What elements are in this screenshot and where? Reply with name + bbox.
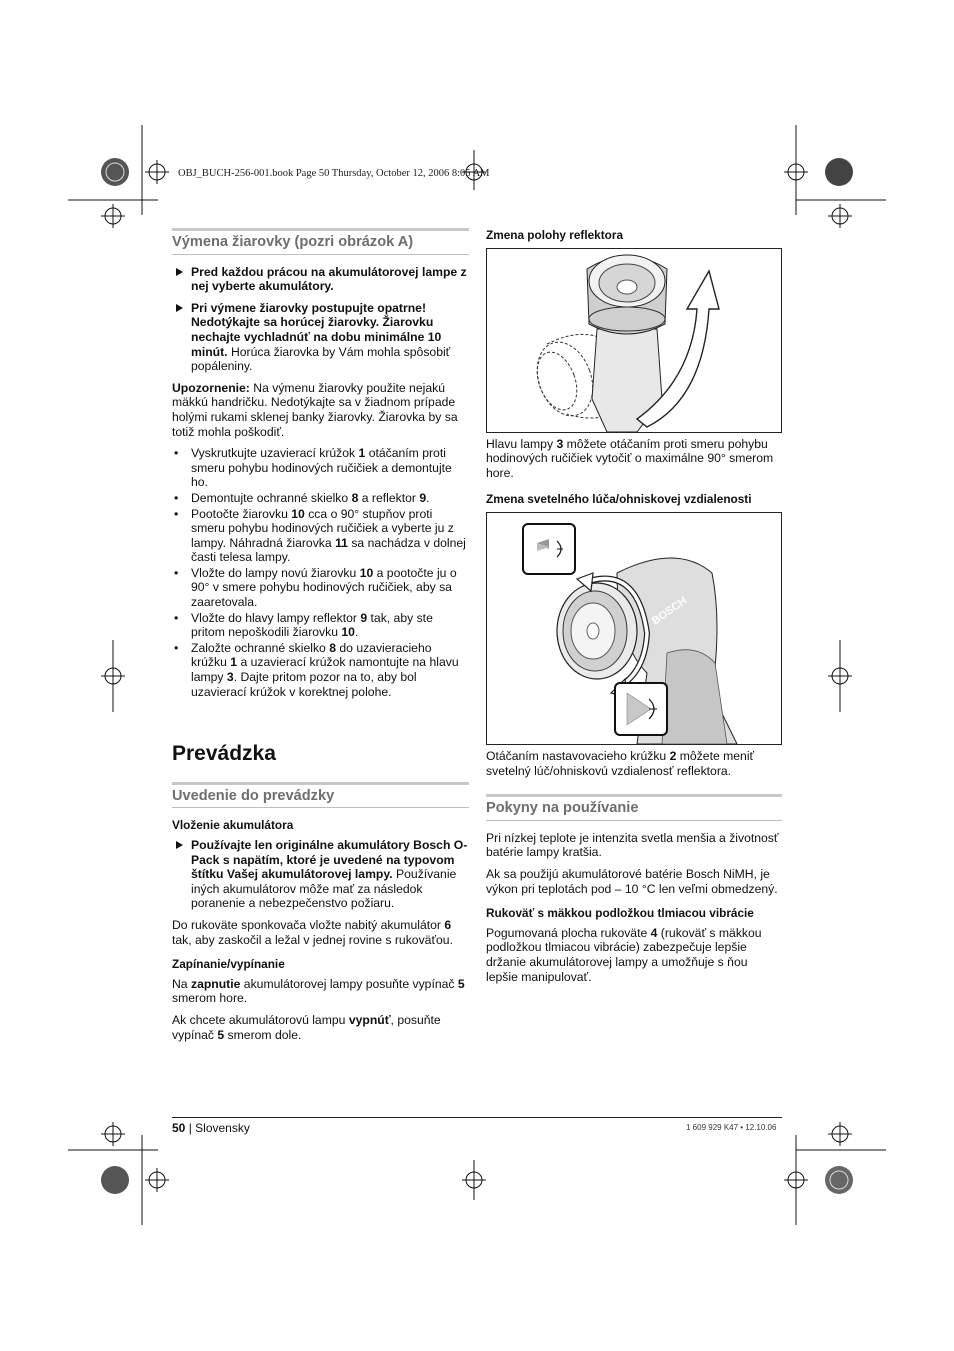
warning-remove-batteries: Pred každou prácou na akumulátorovej lampe z nej vyberte akumulátory. bbox=[172, 265, 469, 294]
page-number: 50 bbox=[172, 1121, 186, 1135]
list-item: • Vyskrutkujte uzavierací krúžok 1 otáčaním proti smeru pohybu hodinových ručičiek a demontujte ho. bbox=[172, 446, 469, 490]
head-rotation-paragraph: Hlavu lampy 3 môžete otáčaním proti smeru pohybu hodinových ručičiek vytočiť o maximálne 90° smerom hore. bbox=[486, 436, 774, 480]
soft-grip-paragraph: Pogumovaná plocha rukoväte 4 (rukoväť s mäkkou podložkou tlmiacou vibrácie) zabezpečuje lepšie držanie akumulátorovej lampy a umožňuje s ňou lepšie manipulovať. bbox=[486, 925, 762, 984]
bulb-steps-list bbox=[172, 446, 469, 699]
left-column bbox=[172, 228, 469, 1049]
section-title-usage-tips: Pokyny na používanie bbox=[486, 794, 782, 821]
figure-lamp-head-rotation bbox=[486, 248, 782, 433]
section-title-bulb-replacement: Výmena žiarovky (pozri obrázok A) bbox=[172, 228, 469, 255]
warning-arrow-icon bbox=[176, 268, 183, 276]
brand-logo: BOSCH bbox=[649, 594, 690, 628]
switch-on-paragraph: Na zapnutie akumulátorovej lampy posuňte vypínač 5 smerom hore. bbox=[172, 976, 465, 1006]
nimh-paragraph: Ak sa použijú akumulátorové batérie Bosch NiMH, je výkon pri teplotách pod – 10 °C len veľmi obmedzený. bbox=[486, 866, 778, 896]
subheading-on-off: Zapínanie/vypínanie bbox=[172, 957, 285, 972]
footer-divider bbox=[172, 1117, 782, 1118]
subheading-beam-focus: Zmena svetelného lúča/ohniskovej vzdialenosti bbox=[486, 492, 752, 507]
section-title-startup: Uvedenie do prevádzky bbox=[172, 782, 469, 809]
cold-temperature-paragraph: Pri nízkej teplote je intenzita svetla menšia a životnosť batérie lampy kratšia. bbox=[486, 830, 779, 860]
switch-off-paragraph: Ak chcete akumulátorovú lampu vypnúť, posuňte vypínač 5 smerom dole. bbox=[172, 1012, 441, 1042]
subheading-soft-grip: Rukoväť s mäkkou podložkou tlmiacou vibrácie bbox=[486, 906, 754, 921]
page-footer: 50 | Slovensky bbox=[172, 1121, 250, 1135]
list-item: • Vložte do lampy novú žiarovku 10 a pootočte ju o 90° v smere pohybu hodinových ručičiek, aby sa zaaretovala. bbox=[172, 566, 469, 610]
insert-battery-paragraph: Do rukoväte sponkovača vložte nabitý akumulátor 6 tak, aby zaskočil a ležal v jednej rovine s rukoväťou. bbox=[172, 917, 453, 947]
list-item: • Vložte do hlavy lampy reflektor 9 tak, aby ste pritom nepoškodili žiarovku 10. bbox=[172, 611, 469, 640]
list-item: • Založte ochranné skielko 8 do uzavieracieho krúžku 1 a uzavierací krúžok namontujte na hlavu lampy 3. Dajte pritom pozor na to, aby bol uzavierací krúžok v korektnej polohe. bbox=[172, 641, 469, 699]
subheading-reflector-position: Zmena polohy reflektora bbox=[486, 228, 624, 242]
right-column bbox=[486, 228, 782, 991]
warning-hot-bulb: Pri výmene žiarovky postupujte opatrne! Nedotýkajte sa horúcej žiarovky. Žiarovku nechajte vychladnúť na dobu minimálne 10 minút. Horúca žiarovka by Vám mohla spôsobiť popáleniny. bbox=[172, 301, 469, 374]
narrow-beam-icon bbox=[523, 524, 575, 574]
list-item: • Pootočte žiarovku 10 cca o 90° stupňov proti smeru pohybu hodinových ručičiek a vyberte ju z lampy. Náhradná žiarovka 11 sa nachádza v dolnej časti telesa lampy. bbox=[172, 507, 469, 565]
footer-language: Slovensky bbox=[195, 1121, 250, 1135]
figure-focus-ring bbox=[486, 512, 782, 745]
list-item: • Demontujte ochranné skielko 8 a reflektor 9. bbox=[172, 491, 469, 506]
doc-code: 1 609 929 K47 • 12.10.06 bbox=[686, 1123, 777, 1132]
print-header: OBJ_BUCH-256-001.book Page 50 Thursday, October 12, 2006 8:05 AM bbox=[178, 168, 490, 179]
warning-original-batteries: Používajte len originálne akumulátory Bosch O-Pack s napätím, ktoré je uvedené na typovom štítku Vašej akumulátorovej lampy. Používanie iných akumulátorov môže mať za následok poranenie a nebezpečenstvo požiaru. bbox=[172, 838, 469, 911]
subheading-insert-battery: Vloženie akumulátora bbox=[172, 818, 294, 833]
warning-arrow-icon bbox=[176, 841, 183, 849]
note-paragraph: Upozornenie: Na výmenu žiarovky použite nejakú mäkkú handričku. Nedotýkajte sa v žiadnom prípade holými rukami sklenej banky žiarovky. Žiarovka by sa totiž mohla poškodiť. bbox=[172, 380, 458, 439]
focus-ring-paragraph: Otáčaním nastavovacieho krúžku 2 môžete meniť svetelný lúč/ohniskovú vzdialenosť reflektora. bbox=[486, 748, 755, 778]
wide-beam-icon bbox=[615, 683, 667, 735]
warning-arrow-icon bbox=[176, 304, 183, 312]
page-title: Prevádzka bbox=[172, 742, 276, 766]
